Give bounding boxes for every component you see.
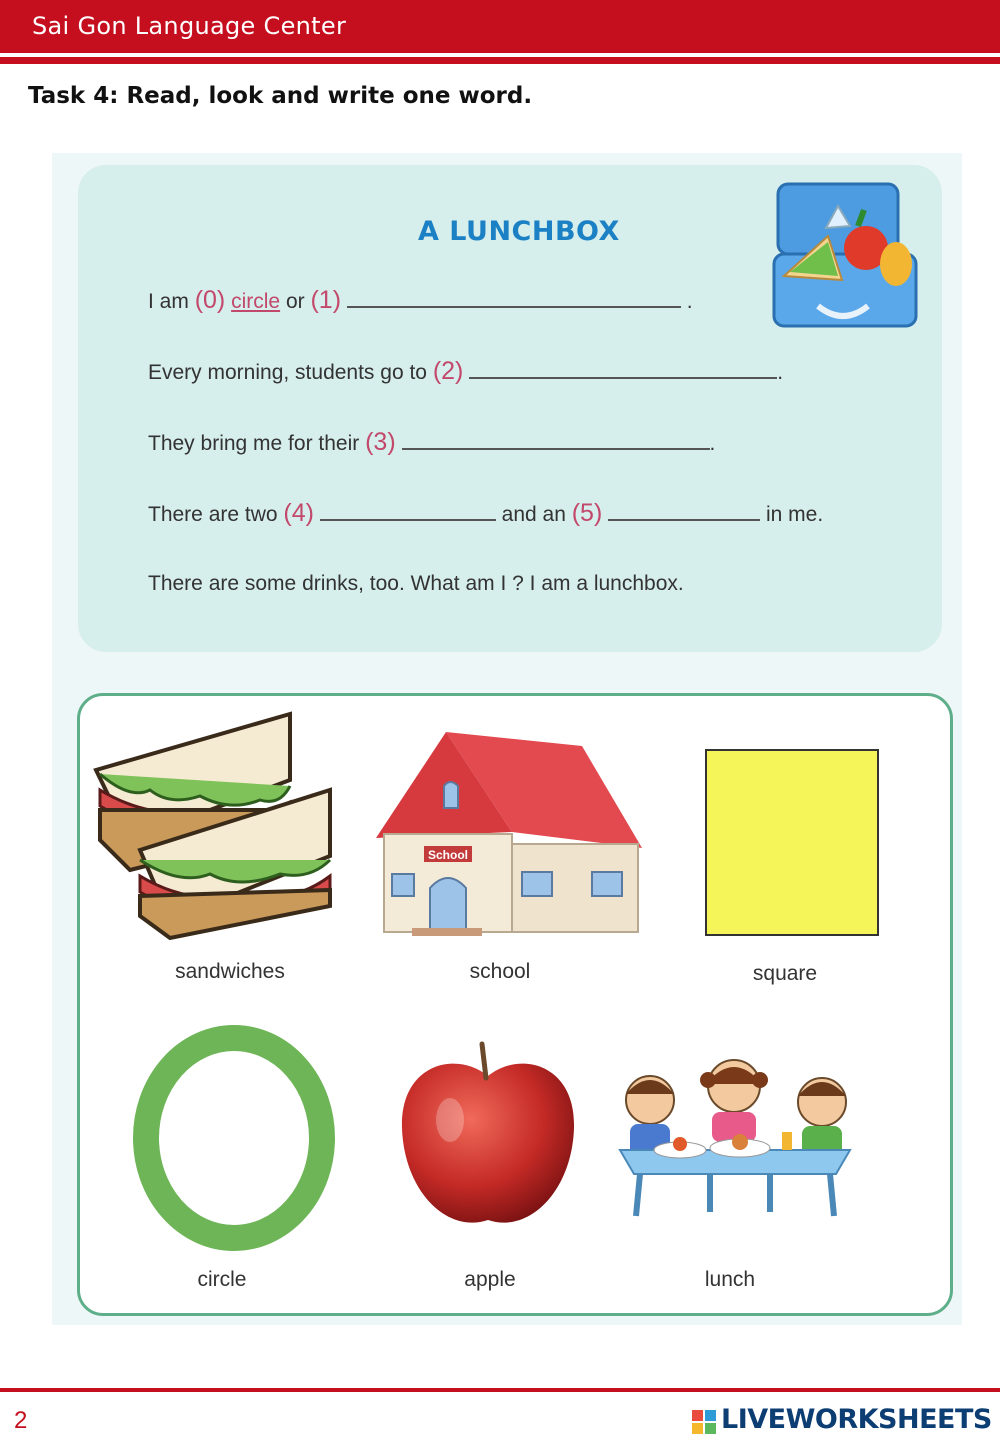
school-sign: School — [427, 848, 469, 862]
header-title: Sai Gon Language Center — [32, 12, 347, 40]
line3-text-end: . — [709, 432, 716, 455]
question-number-0: (0) — [194, 286, 226, 314]
question-number-2: (2) — [432, 357, 464, 385]
caption-sandwiches: sandwiches — [175, 960, 285, 983]
story-line-1 — [148, 286, 693, 315]
question-number-5: (5) — [571, 499, 603, 527]
question-number-4: (4) — [283, 499, 314, 527]
liveworksheets-grid-icon — [692, 1410, 716, 1434]
story-line-4 — [148, 499, 823, 528]
story-line-5: There are some drinks, too. What am I ? I am a lunchbox. — [148, 572, 684, 595]
answer-blank-3[interactable] — [402, 428, 710, 450]
school-picture — [372, 722, 650, 940]
yellow-square-picture — [705, 749, 879, 936]
question-number-3: (3) — [365, 428, 396, 456]
page-number: 2 — [14, 1407, 28, 1434]
children-lunch-picture — [610, 1040, 860, 1230]
line4-text-mid: and an — [501, 503, 566, 526]
story-line-3 — [148, 428, 715, 457]
question-number-1: (1) — [310, 286, 342, 314]
line3-text-pre: They bring me for their — [148, 432, 360, 455]
line2-text-pre: Every morning, students go to — [148, 361, 427, 384]
answer-blank-4[interactable] — [320, 499, 496, 521]
caption-lunch: lunch — [704, 1268, 756, 1291]
answer-blank-1[interactable] — [347, 286, 681, 308]
apple-picture — [396, 1040, 580, 1236]
story-title: A LUNCHBOX — [418, 216, 620, 247]
example-answer: circle — [231, 290, 281, 313]
footer-rule — [0, 1388, 1000, 1392]
line4-text-pre: There are two — [148, 503, 278, 526]
caption-apple: apple — [464, 1268, 516, 1291]
line2-text-end: . — [777, 361, 784, 384]
answer-blank-2[interactable] — [469, 357, 777, 379]
lunchbox-illustration — [768, 176, 928, 336]
line4-text-end: in me. — [765, 503, 824, 526]
liveworksheets-logo[interactable] — [692, 1402, 992, 1438]
caption-square: square — [752, 962, 818, 985]
green-ring-picture — [130, 1022, 340, 1254]
header-rule — [0, 57, 1000, 64]
answer-blank-5[interactable] — [608, 499, 760, 521]
line1-text-mid: or — [285, 290, 305, 313]
task-title: Task 4: Read, look and write one word. — [28, 83, 533, 109]
story-line-2 — [148, 357, 783, 386]
logo-text: LIVEWORKSHEETS — [721, 1404, 992, 1435]
sandwiches-picture — [90, 710, 340, 942]
line1-text-end: . — [686, 290, 693, 313]
caption-school: school — [469, 960, 531, 983]
line1-text-pre: I am — [148, 290, 189, 313]
caption-circle: circle — [197, 1268, 247, 1291]
